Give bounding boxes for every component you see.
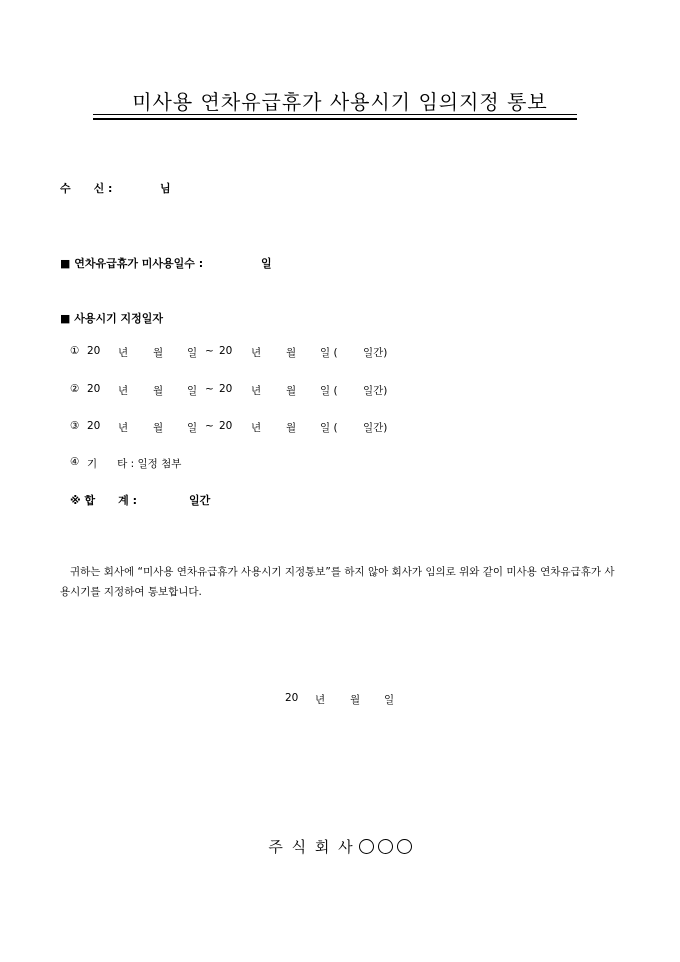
issue-month-unit: 월 — [350, 694, 361, 706]
range-tilde: ~ — [205, 345, 214, 357]
title-underline-thick — [93, 118, 577, 120]
recipient-label: 수 신 : — [60, 182, 113, 195]
placeholder-circle-icon — [378, 839, 393, 854]
company-name-text: 주 식 회 사 — [268, 838, 355, 856]
start-year-unit: 년 — [118, 347, 129, 359]
designated-dates-heading: ■ 사용시기 지정일자 — [60, 312, 164, 325]
end-day-unit: 일 ( — [320, 422, 338, 434]
end-month-unit: 월 — [286, 422, 297, 434]
start-day-unit: 일 — [187, 385, 198, 397]
end-year-unit: 년 — [251, 422, 262, 434]
total-label: ※ 합 계 : — [70, 494, 137, 507]
unused-days-suffix: 일 — [261, 257, 272, 270]
end-day-unit: 일 ( — [320, 385, 338, 397]
start-day-unit: 일 — [187, 347, 198, 359]
end-year: 20 — [219, 420, 233, 432]
other-row — [70, 456, 182, 492]
issue-day-unit: 일 — [384, 694, 395, 706]
issue-year: 20 — [285, 692, 299, 704]
row-number: ③ — [70, 420, 80, 432]
days-count: 일간) — [363, 347, 388, 359]
start-year: 20 — [87, 420, 101, 432]
days-count: 일간) — [363, 422, 388, 434]
start-month-unit: 월 — [153, 422, 164, 434]
document-title: 미사용 연차유급휴가 사용시기 임의지정 통보 — [132, 90, 548, 114]
range-tilde: ~ — [205, 420, 214, 432]
company-name — [0, 836, 680, 857]
row-number: ② — [70, 383, 80, 395]
notice-body-text: 귀하는 회사에 “미사용 연차유급휴가 사용시기 지정통보”를 하지 않아 회사가 임의로 위와 같이 미사용 연차유급휴가 사용시기를 지정하여 통보합니다. — [60, 566, 615, 598]
end-day-unit: 일 ( — [320, 347, 338, 359]
end-month-unit: 월 — [286, 385, 297, 397]
range-tilde: ~ — [205, 383, 214, 395]
unused-days-label: ■ 연차유급휴가 미사용일수 : — [60, 257, 204, 270]
start-month-unit: 월 — [153, 385, 164, 397]
end-year-unit: 년 — [251, 347, 262, 359]
title-underline-thin — [93, 114, 577, 115]
start-year: 20 — [87, 345, 101, 357]
row-number: ④ — [70, 456, 80, 468]
placeholder-circle-icon — [359, 839, 374, 854]
other-label: 기 타 : 일정 첨부 — [87, 458, 182, 470]
end-year: 20 — [219, 345, 233, 357]
placeholder-circle-icon — [397, 839, 412, 854]
start-day-unit: 일 — [187, 422, 198, 434]
row-number: ① — [70, 345, 80, 357]
start-year-unit: 년 — [118, 385, 129, 397]
start-year: 20 — [87, 383, 101, 395]
days-count: 일간) — [363, 385, 388, 397]
issue-date — [285, 692, 395, 752]
end-year-unit: 년 — [251, 385, 262, 397]
end-month-unit: 월 — [286, 347, 297, 359]
start-year-unit: 년 — [118, 422, 129, 434]
issue-year-unit: 년 — [315, 694, 326, 706]
total-suffix: 일간 — [189, 494, 211, 507]
end-year: 20 — [219, 383, 233, 395]
start-month-unit: 월 — [153, 347, 164, 359]
recipient-suffix: 님 — [160, 182, 171, 195]
notice-body — [60, 562, 624, 602]
